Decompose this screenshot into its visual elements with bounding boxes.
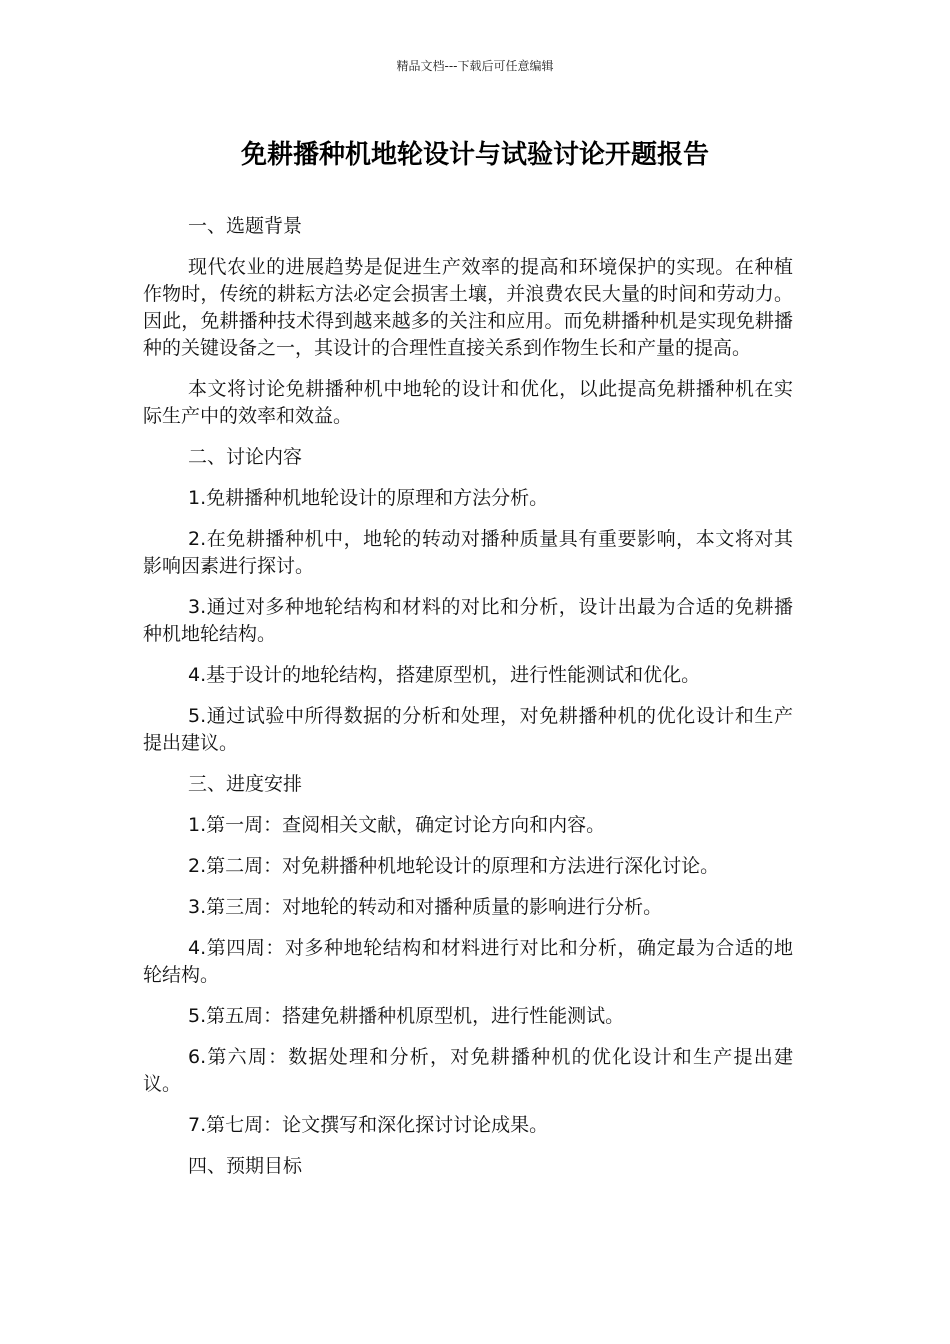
schedule-item-7: 7.第七周：论文撰写和深化探讨讨论成果。 [188,1114,549,1136]
schedule-item-1: 1.第一周：查阅相关文献，确定讨论方向和内容。 [188,814,606,836]
content-item-3: 3.通过对多种地轮结构和材料的对比和分析，设计出最为合适的免耕播种机地轮结构。 [143,596,793,645]
schedule-item-5: 5.第五周：搭建免耕播种机原型机，进行性能测试。 [188,1005,625,1027]
page-header: 精品文档---下载后可任意编辑 [396,59,554,73]
document-body [143,213,793,1194]
section-heading-goals: 四、预期目标 [188,1155,303,1177]
schedule-item-4: 4.第四周：对多种地轮结构和材料进行对比和分析，确定最为合适的地轮结构。 [143,937,793,986]
paragraph-purpose: 本文将讨论免耕播种机中地轮的设计和优化，以此提高免耕播种机在实际生产中的效率和效益。 [143,378,793,427]
content-item-2: 2.在免耕播种机中，地轮的转动对播种质量具有重要影响，本文将对其影响因素进行探讨。 [143,528,793,577]
paragraph-background: 现代农业的进展趋势是促进生产效率的提高和环境保护的实现。在种植作物时，传统的耕耘方法必定会损害土壤，并浪费农民大量的时间和劳动力。因此，免耕播种技术得到越来越多的关注和应用。而免耕播种机是实现免耕播种的关键设备之一，其设计的合理性直接关系到作物生长和产量的提高。 [143,256,793,359]
section-heading-content: 二、讨论内容 [188,446,303,468]
schedule-item-3: 3.第三周：对地轮的转动和对播种质量的影响进行分析。 [188,896,663,918]
schedule-item-2: 2.第二周：对免耕播种机地轮设计的原理和方法进行深化讨论。 [188,855,720,877]
schedule-item-6: 6.第六周：数据处理和分析，对免耕播种机的优化设计和生产提出建议。 [143,1046,793,1095]
section-heading-background: 一、选题背景 [188,215,303,237]
content-item-5: 5.通过试验中所得数据的分析和处理，对免耕播种机的优化设计和生产提出建议。 [143,705,793,754]
content-item-4: 4.基于设计的地轮结构，搭建原型机，进行性能测试和优化。 [188,664,701,686]
document-title: 免耕播种机地轮设计与试验讨论开题报告 [240,140,709,170]
section-heading-schedule: 三、进度安排 [188,773,303,795]
content-item-1: 1.免耕播种机地轮设计的原理和方法分析。 [188,487,549,509]
